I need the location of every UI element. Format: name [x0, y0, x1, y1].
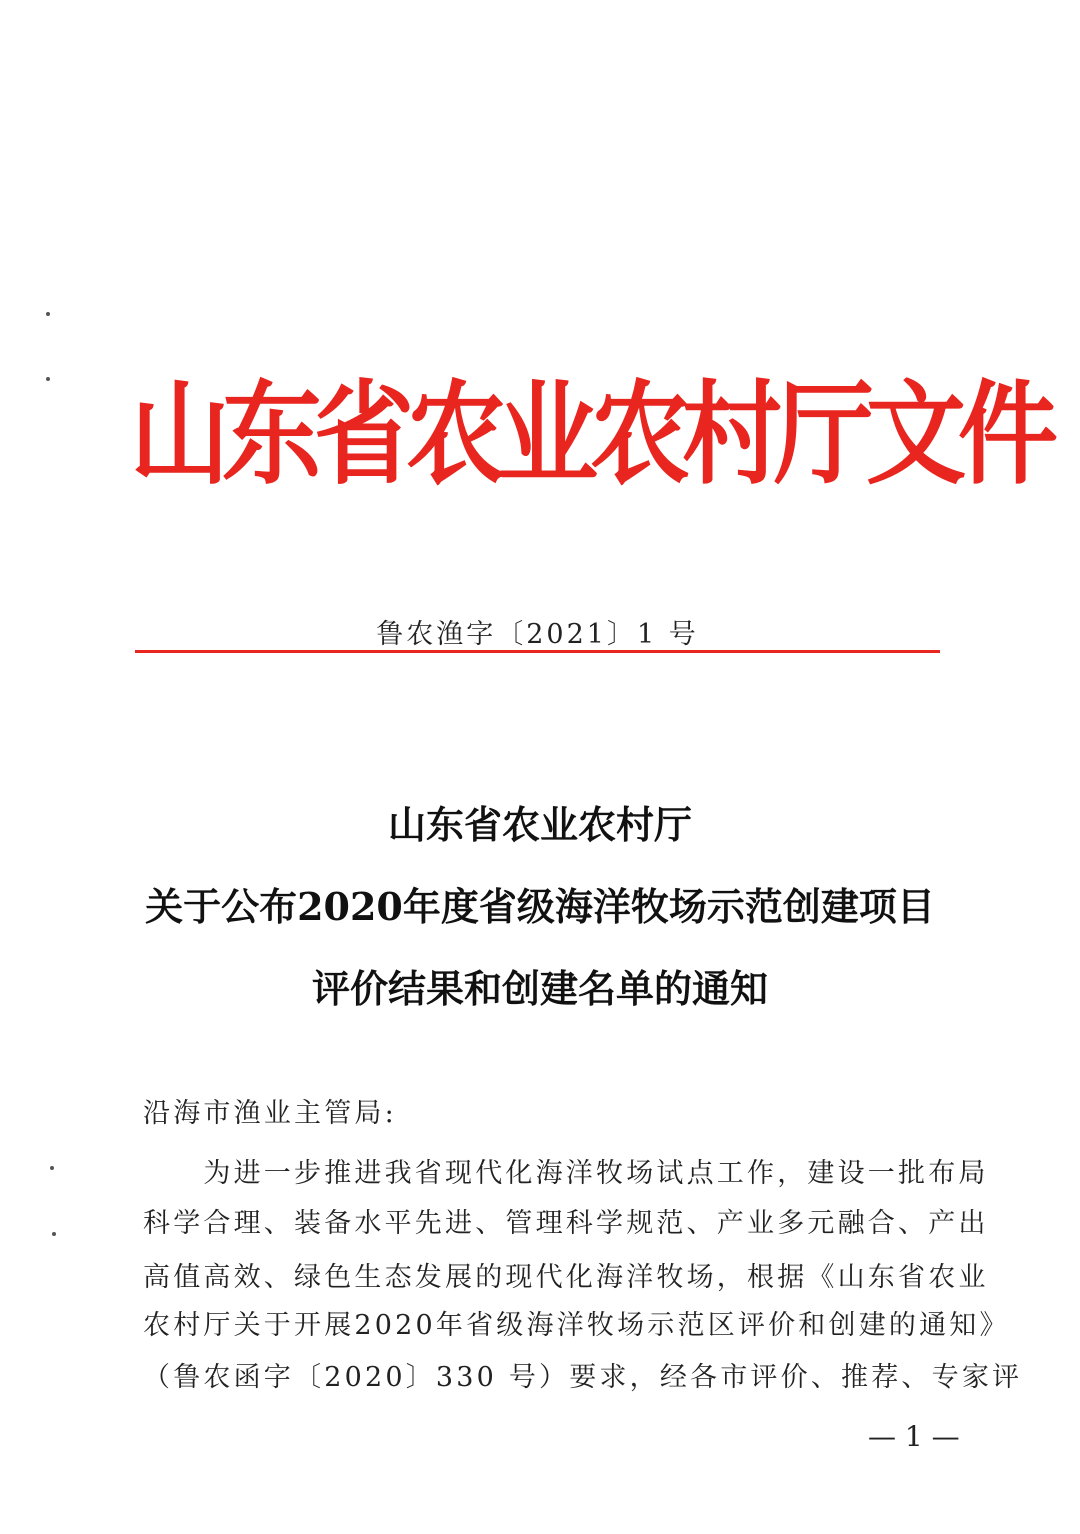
scan-speck: [52, 1232, 56, 1236]
document-number: 鲁农渔字〔2021〕1 号: [376, 619, 699, 650]
page-number: — 1 —: [868, 1420, 960, 1453]
red-divider-rule: [135, 650, 940, 653]
body-line: 农村厅关于开展2020年省级海洋牧场示范区评价和创建的通知》: [143, 1310, 1010, 1341]
body-line: 科学合理、装备水平先进、管理科学规范、产业多元融合、产出: [143, 1208, 989, 1239]
issuer-title: 山东省农业农村厅文件: [130, 368, 1050, 500]
body-line: 高值高效、绿色生态发展的现代化海洋牧场，根据《山东省农业: [143, 1262, 989, 1293]
scan-speck: [46, 377, 50, 381]
notice-title-line-3: 评价结果和创建名单的通知: [311, 966, 768, 1011]
body-line: （鲁农函字〔2020〕330 号）要求，经各市评价、推荐、专家评: [143, 1362, 1023, 1393]
scan-speck: [46, 312, 50, 316]
body-line: 为进一步推进我省现代化海洋牧场试点工作，建设一批布局: [143, 1158, 989, 1189]
notice-title-line-1: 山东省农业农村厅: [387, 802, 692, 847]
salutation: 沿海市渔业主管局:: [143, 1098, 397, 1129]
notice-title-line-2: 关于公布2020年度省级海洋牧场示范创建项目: [145, 884, 935, 929]
scan-speck: [50, 1166, 54, 1170]
